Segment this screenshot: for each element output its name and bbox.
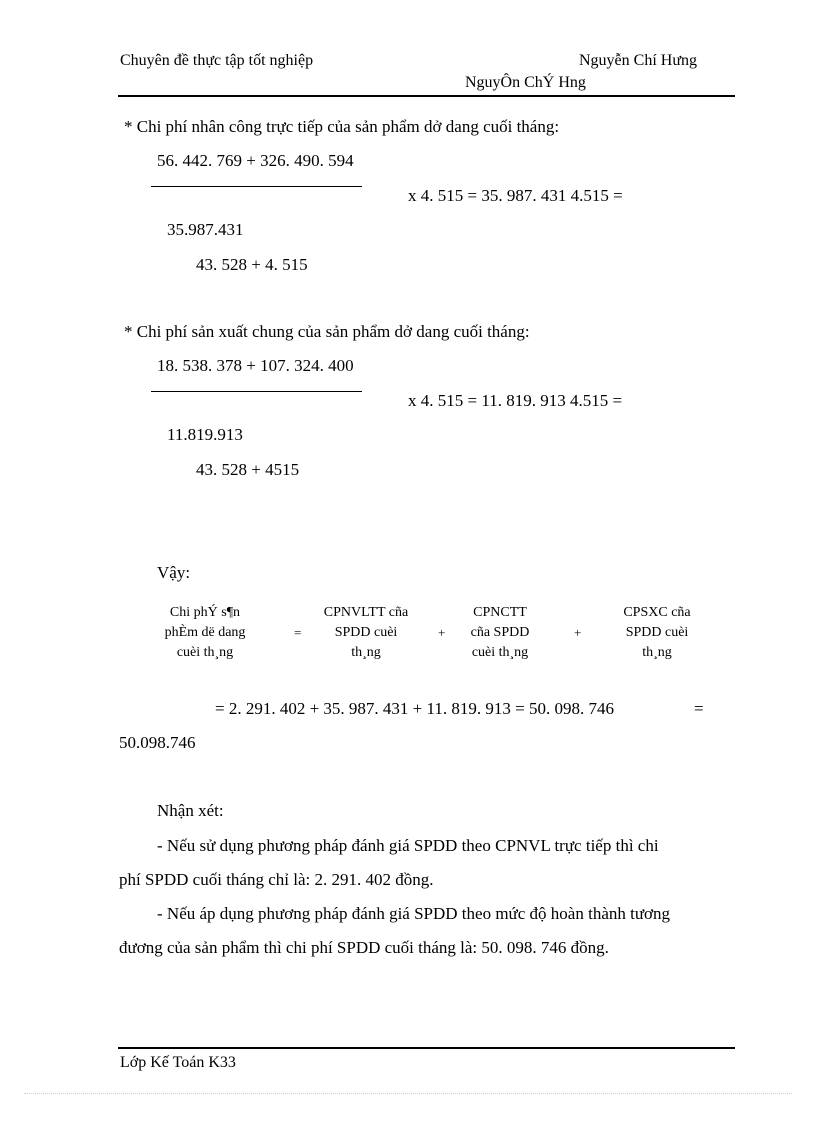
formula-col4-line1: CPSXC cña bbox=[623, 605, 691, 620]
summary-total-value: 50.098.746 bbox=[119, 733, 196, 752]
formula-col2-line3: th¸ng bbox=[351, 645, 381, 660]
overhead-heading: * Chi phí sản xuất chung của sản phẩm dở dang cuối tháng: bbox=[124, 322, 530, 341]
labor-heading: * Chi phí nhân công trực tiếp của sản phẩm dở dang cuối tháng: bbox=[124, 117, 560, 136]
formula-col1-line2: phÈm dë dang bbox=[164, 625, 246, 640]
header-author-garbled: NguyÔn ChÝ Hng bbox=[465, 74, 586, 91]
formula-col3-line2: cña SPDD bbox=[470, 625, 530, 640]
formula-col1-line1: Chi phÝ s¶n bbox=[169, 605, 241, 620]
overhead-multiplier: x 4. 515 = 11. 819. 913 4.515 = bbox=[408, 391, 623, 410]
summary-vay: Vậy: bbox=[157, 563, 191, 582]
formula-col4-line2: SPDD cuèi bbox=[625, 625, 689, 640]
overhead-fraction-line bbox=[151, 391, 362, 392]
formula-col-total-cost bbox=[160, 603, 250, 663]
remarks-title: Nhận xét: bbox=[157, 801, 224, 820]
formula-col2-line1: CPNVLTT cña bbox=[323, 605, 409, 620]
formula-col1-line3: cuèi th¸ng bbox=[176, 645, 234, 660]
formula-plus-2: + bbox=[574, 625, 582, 640]
labor-numerator: 56. 442. 769 + 326. 490. 594 bbox=[157, 151, 354, 170]
formula-equals: = bbox=[294, 625, 302, 640]
remarks-p2-line2: đương của sản phẩm thì chi phí SPDD cuối tháng là: 50. 098. 746 đồng. bbox=[119, 938, 609, 957]
page-bottom-dotted-rule bbox=[24, 1093, 792, 1094]
footer-rule bbox=[118, 1047, 735, 1049]
overhead-result: 11.819.913 bbox=[167, 425, 243, 444]
header-rule bbox=[118, 95, 735, 97]
summary-total-line: = 2. 291. 402 + 35. 987. 431 + 11. 819. 913 = 50. 098. 746 bbox=[215, 699, 614, 718]
labor-multiplier: x 4. 515 = 35. 987. 431 4.515 = bbox=[408, 186, 623, 205]
overhead-numerator: 18. 538. 378 + 107. 324. 400 bbox=[157, 356, 354, 375]
remarks-p1-line2: phí SPDD cuối tháng chỉ là: 2. 291. 402 đồng. bbox=[119, 870, 434, 889]
formula-col4-line3: th¸ng bbox=[642, 645, 672, 660]
footer-class: Lớp Kế Toán K33 bbox=[120, 1054, 236, 1071]
labor-result: 35.987.431 bbox=[167, 220, 244, 239]
labor-fraction-line bbox=[151, 186, 362, 187]
formula-col-labor bbox=[460, 603, 540, 663]
header-title: Chuyên đề thực tập tốt nghiệp bbox=[120, 52, 314, 69]
formula-col2-line2: SPDD cuèi bbox=[334, 625, 398, 640]
header-author: Nguyễn Chí Hưng bbox=[579, 52, 697, 69]
summary-total-equals: = bbox=[694, 699, 704, 718]
formula-col3-line1: CPNCTT bbox=[473, 605, 527, 620]
formula-col-overhead bbox=[612, 603, 702, 663]
remarks-p1-line1: - Nếu sử dụng phương pháp đánh giá SPDD theo CPNVL trực tiếp thì chi bbox=[157, 836, 659, 855]
formula-plus-1: + bbox=[438, 625, 446, 640]
labor-denominator: 43. 528 + 4. 515 bbox=[196, 255, 308, 274]
overhead-denominator: 43. 528 + 4515 bbox=[196, 460, 300, 479]
formula-col-materials bbox=[314, 603, 418, 663]
formula-col3-line3: cuèi th¸ng bbox=[471, 645, 529, 660]
remarks-p2-line1: - Nếu áp dụng phương pháp đánh giá SPDD theo mức độ hoàn thành tương bbox=[157, 904, 671, 923]
